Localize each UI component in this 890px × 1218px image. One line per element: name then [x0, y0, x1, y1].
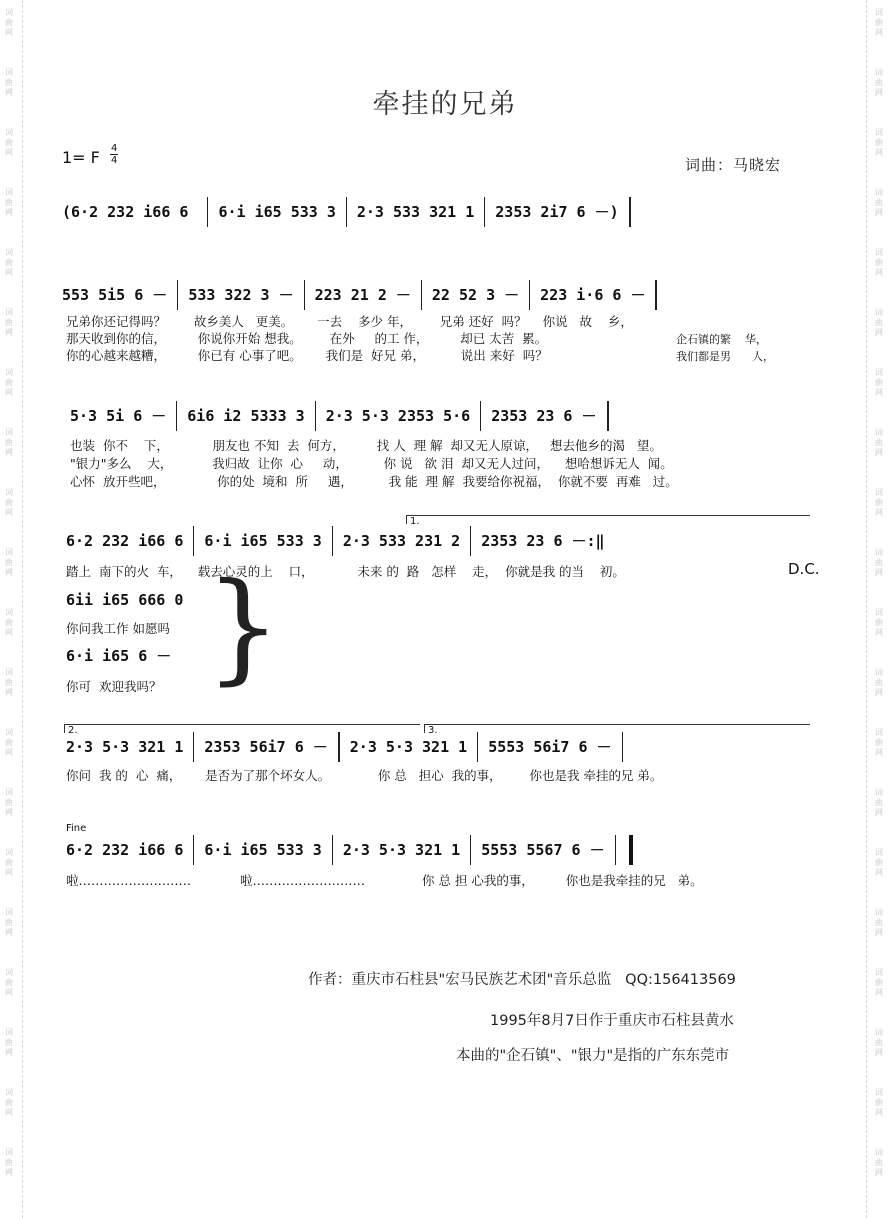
barline [207, 197, 208, 227]
alternate-lyrics-1: 你问我工作 如愿吗 [66, 621, 170, 636]
measure: 533 322 3 － [188, 286, 294, 304]
watermark-text: 词 曲 网 [875, 308, 883, 337]
watermark-text: 词 曲 网 [5, 728, 13, 757]
measure: 22 52 3 － [431, 286, 520, 304]
alternate-lyrics-2: 你可 欢迎我吗？ [66, 679, 162, 694]
watermark-text: 词 曲 网 [875, 1148, 883, 1177]
watermark-text: 词 曲 网 [5, 548, 13, 577]
watermark-text: 词 曲 网 [875, 668, 883, 697]
repeat-end-sign: :‖ [586, 532, 605, 550]
final-barline [629, 835, 633, 865]
lyrics-system-5: 你问 我 的 心 痛， 是否为了那个坏女人。 你 总 担心 我的事， 你也是我 牵挂的兄 弟。 [66, 768, 663, 783]
barline [177, 280, 178, 310]
watermark-text: 词 曲 网 [875, 488, 883, 517]
watermark-text: 词 曲 网 [5, 908, 13, 937]
left-margin-line [22, 0, 23, 1218]
watermark-text: 词 曲 网 [875, 8, 883, 37]
barline [176, 401, 177, 431]
measure: 6·i i65 6 － [66, 647, 172, 665]
watermark-text: 词 曲 网 [875, 1088, 883, 1117]
watermark-text: 词 曲 网 [5, 1088, 13, 1117]
measure: 2·3 5·3 321 1 [349, 738, 468, 756]
measure: 2·3 533 321 1 [356, 203, 475, 221]
watermark-text: 词 曲 网 [5, 428, 13, 457]
lyrics-system-2-verse-1: 兄弟你还记得吗？ 故乡美人 更美。 一去 多少 年， 兄弟 还好 吗？ 你说 故 乡， [66, 314, 633, 329]
lyrics-system-6-la-2: 啦……………………… [240, 873, 366, 888]
barline [421, 280, 422, 310]
measure: 2353 2i7 6 －) [495, 203, 619, 221]
measure: 6·i i65 533 3 [204, 532, 322, 550]
measure: 2353 56i7 6 － [204, 738, 328, 756]
watermark-text: 词 曲 网 [875, 968, 883, 997]
watermark-text: 词 曲 网 [5, 488, 13, 517]
watermark-text: 词 曲 网 [5, 8, 13, 37]
watermark-text: 词 曲 网 [875, 248, 883, 277]
watermark-text: 词 曲 网 [5, 368, 13, 397]
barline [477, 732, 478, 762]
barline [480, 401, 481, 431]
barline [629, 197, 631, 227]
measure: 6·i i65 533 3 [204, 841, 322, 859]
watermark-text: 词 曲 网 [875, 608, 883, 637]
watermark-text: 词 曲 网 [5, 668, 13, 697]
watermark-text: 词 曲 网 [875, 548, 883, 577]
barline [193, 835, 194, 865]
staff-system-2 [62, 277, 812, 313]
third-ending-bracket: 3. [424, 724, 810, 733]
staff-system-6 [66, 832, 816, 868]
watermark-text: 词 曲 网 [875, 188, 883, 217]
measure: 5553 56i7 6 － [488, 738, 612, 756]
da-capo-mark: D.C. [788, 560, 820, 578]
barline [346, 197, 347, 227]
watermark-text: 词 曲 网 [5, 188, 13, 217]
barline [484, 197, 485, 227]
barline [655, 280, 657, 310]
watermark-text: 词 曲 网 [5, 1028, 13, 1057]
watermark-text: 词 曲 网 [875, 848, 883, 877]
measure: 2353 23 6 － [481, 532, 587, 550]
measure: 223 21 2 － [314, 286, 411, 304]
lyrics-system-3-verse-3: 心怀 放开些吧， 你的处 境和 所 遇， 我 能 理 解 我要给你祝福， 你就不要 再难 过。 [70, 474, 678, 489]
second-ending-bracket: 2. [64, 724, 420, 733]
measure: 2·3 5·3 2353 5·6 [325, 407, 471, 425]
measure: 6·2 232 i66 6 [66, 532, 184, 550]
right-margin-line [866, 0, 867, 1218]
watermark-text: 词 曲 网 [5, 848, 13, 877]
lyrics-system-6-end: 你 总 担 心我的事， 你也是我牵挂的兄 弟。 [422, 873, 703, 888]
watermark-text: 词 曲 网 [875, 368, 883, 397]
measure: 2353 23 6 － [491, 407, 597, 425]
watermark-text: 词 曲 网 [5, 248, 13, 277]
watermark-text: 词 曲 网 [875, 788, 883, 817]
measure: 6·i i65 533 3 [218, 203, 336, 221]
watermark-text: 词 曲 网 [875, 428, 883, 457]
measure: 5·3 5i 6 － [70, 407, 167, 425]
watermark-text: 词 曲 网 [5, 968, 13, 997]
barline [607, 401, 609, 431]
barline [615, 835, 616, 865]
barline [470, 835, 471, 865]
lyrics-system-6-la-1: 啦……………………… [66, 873, 192, 888]
staff-system-5 [66, 729, 816, 765]
watermark-text: 词 曲 网 [875, 68, 883, 97]
barline [470, 526, 471, 556]
watermark-text: 词 曲 网 [5, 788, 13, 817]
barline [338, 732, 340, 762]
staff-system-1 [62, 194, 812, 230]
lyrics-system-2-verse-3: 你的心越来越糟， 你已有 心事了吧。 我们是 好兄 弟， 说出 来好 吗？ [66, 348, 548, 363]
barline [529, 280, 530, 310]
barline [622, 732, 623, 762]
watermark-text: 词 曲 网 [875, 128, 883, 157]
staff-system-4 [66, 523, 816, 559]
barline [315, 401, 316, 431]
measure: 223 i·6 6 － [540, 286, 646, 304]
lyrics-system-2-verse-2: 那天收到你的信， 你说你开始 想我。 在外 的工 作， 却已 太苦 累。 [66, 331, 548, 346]
key-signature: 1= F [62, 148, 100, 167]
first-ending-bracket: 1. [406, 515, 810, 524]
watermark-text: 词 曲 网 [5, 128, 13, 157]
watermark-text: 词 曲 网 [875, 1028, 883, 1057]
footnote: 本曲的"企石镇"、"银力"是指的广东东莞市 [456, 1048, 730, 1064]
watermark-text: 词 曲 网 [5, 308, 13, 337]
song-title: 牵挂的兄弟 [372, 89, 518, 120]
fine-mark: Fine [66, 823, 87, 834]
measure: 553 5i5 6 － [62, 286, 168, 304]
measure: 6·2 232 i66 6 [66, 841, 184, 859]
barline [193, 732, 194, 762]
measure: 2·3 5·3 321 1 [66, 738, 184, 756]
barline [193, 526, 194, 556]
credit-line: 词曲：马晓宏 [685, 156, 782, 174]
lyrics-system-4: 踏上 南下的火 车， 载去心灵的上 口， 未来 的 路 怎样 走， 你就是我 的当 初。 [66, 564, 625, 579]
barline [332, 526, 333, 556]
brace-symbol: } [205, 558, 282, 697]
time-signature-bottom: 4 [111, 155, 118, 166]
measure: (6·2 232 i66 6 [62, 203, 198, 221]
measure: 5553 5567 6 － [481, 841, 605, 859]
composition-date: 1995年8月7日作于重庆市石柱县黄水 [490, 1013, 734, 1029]
barline [304, 280, 305, 310]
watermark-text: 词 曲 网 [875, 908, 883, 937]
measure: 6i6 i2 5333 3 [187, 407, 305, 425]
watermark-text: 词 曲 网 [5, 68, 13, 97]
watermark-text: 词 曲 网 [875, 728, 883, 757]
time-signature-top: 4 [111, 143, 118, 154]
alternate-phrase-1 [66, 582, 183, 618]
lyrics-system-2-verse-3-end: 我们都是男 人， [676, 350, 774, 363]
time-signature [110, 143, 118, 166]
measure: 6ii i65 666 0 [66, 591, 184, 609]
lyrics-system-2-verse-2-end: 企石镇的繁 华， [676, 333, 767, 346]
author-line: 作者：重庆市石柱县"宏马民族艺术团"音乐总监 QQ:156413569 [308, 972, 736, 988]
watermark-text: 词 曲 网 [5, 1148, 13, 1177]
measure: 2·3 533 231 2 [342, 532, 461, 550]
measure: 2·3 5·3 321 1 [342, 841, 461, 859]
lyrics-system-3-verse-1: 也装 你不 下， 朋友也 不知 去 何方， 找 人 理 解 却又无人原谅， 想去他乡的渴 望。 [70, 438, 662, 453]
barline [332, 835, 333, 865]
staff-system-3 [70, 398, 815, 434]
watermark-text: 词 曲 网 [5, 608, 13, 637]
alternate-phrase-2 [66, 638, 171, 674]
lyrics-system-3-verse-2: "银力"多么 大， 我归故 让你 心 动， 你 说 欲 泪 却又无人过问， 想哈想诉无人 闻。 [70, 456, 673, 471]
